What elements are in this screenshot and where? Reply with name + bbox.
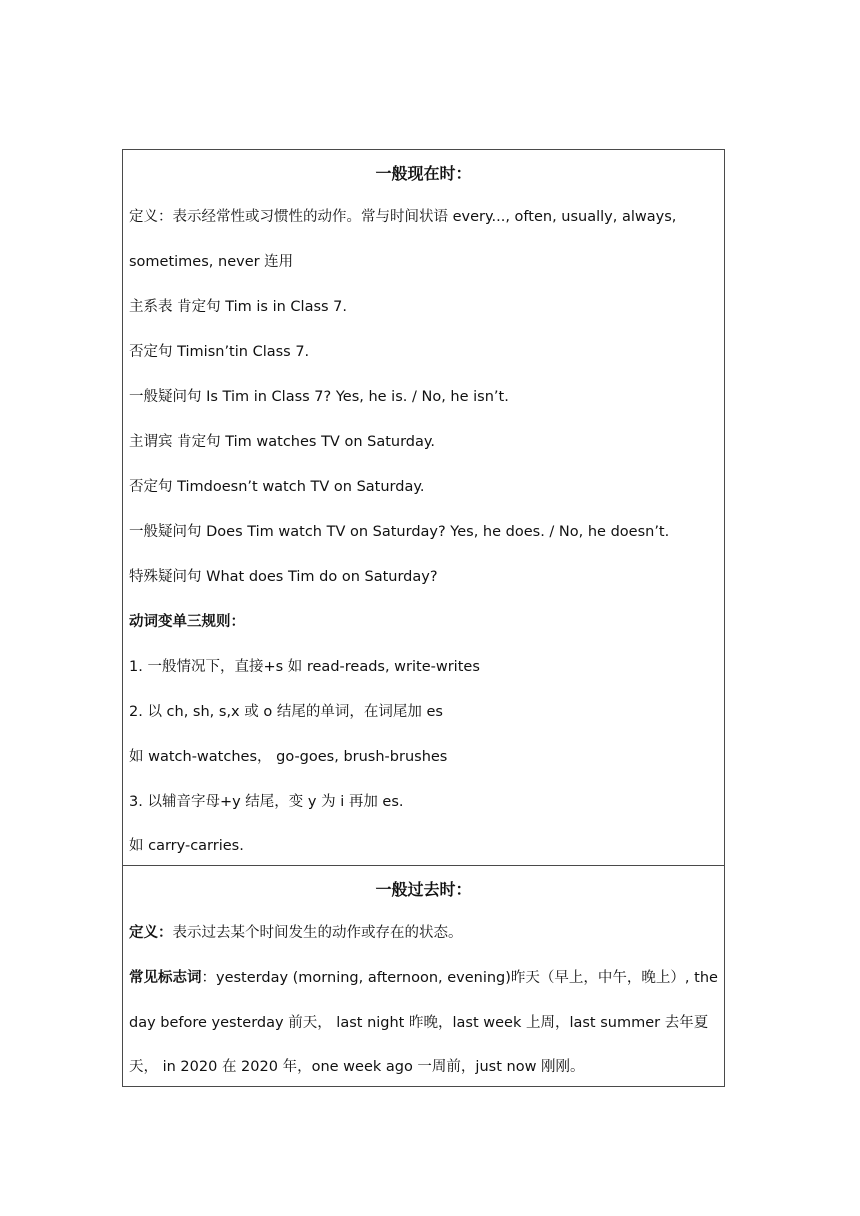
svo-negative: 否定句 Timdoesn’t watch TV on Saturday. xyxy=(129,479,425,495)
svc-negative: 否定句 Timisn’tin Class 7. xyxy=(129,344,310,360)
svc-affirmative: 主系表 肯定句 Tim is in Class 7. xyxy=(129,299,348,315)
past-markers-text: ：yesterday (morning, afternoon, evening)昨天（早上，中午，晚上）, the xyxy=(201,970,718,986)
past-markers-line-2: day before yesterday 前天， last night 昨晚，last week 上周，last summer 去年夏 xyxy=(129,1015,709,1031)
rule-2: 2. 以 ch, sh, s,x 或 o 结尾的单词，在词尾加 es xyxy=(129,704,443,720)
past-tense-title: 一般过去时： xyxy=(375,880,472,899)
past-definition xyxy=(129,911,718,956)
past-markers-line-1 xyxy=(129,956,718,1001)
present-definition-line-2: sometimes, never 连用 xyxy=(129,254,294,270)
rules-heading: 动词变单三规则： xyxy=(129,614,245,630)
present-tense-row xyxy=(123,150,725,866)
past-tense-row xyxy=(123,866,725,1087)
present-definition-line-1: 定义：表示经常性或习惯性的动作。常与时间状语 every..., often, usually, always, xyxy=(129,209,677,225)
grammar-table xyxy=(122,149,725,1087)
present-tense-cell xyxy=(123,150,725,866)
svc-question: 一般疑问句 Is Tim in Class 7? Yes, he is. / No, he isn’t. xyxy=(129,389,509,405)
past-definition-text: 表示过去某个时间发生的动作或存在的状态。 xyxy=(172,925,463,941)
past-markers-line-3: 天， in 2020 在 2020 年，one week ago 一周前，just now 刚刚。 xyxy=(129,1059,585,1075)
past-definition-label: 定义： xyxy=(129,925,173,941)
past-tense-cell xyxy=(123,866,725,1087)
special-question: 特殊疑问句 What does Tim do on Saturday? xyxy=(129,569,438,585)
present-tense-title: 一般现在时： xyxy=(375,164,472,183)
rule-3-example: 如 carry-carries. xyxy=(129,838,244,854)
past-markers-label: 常见标志词 xyxy=(129,970,202,986)
rule-3: 3. 以辅音字母+y 结尾，变 y 为 i 再加 es. xyxy=(129,794,404,810)
svo-affirmative: 主谓宾 肯定句 Tim watches TV on Saturday. xyxy=(129,434,436,450)
rule-2-examples: 如 watch-watches， go-goes, brush-brushes xyxy=(129,749,448,765)
svo-question: 一般疑问句 Does Tim watch TV on Saturday? Yes, he does. / No, he doesn’t. xyxy=(129,524,670,540)
rule-1: 1. 一般情况下，直接+s 如 read-reads, write-writes xyxy=(129,659,480,675)
